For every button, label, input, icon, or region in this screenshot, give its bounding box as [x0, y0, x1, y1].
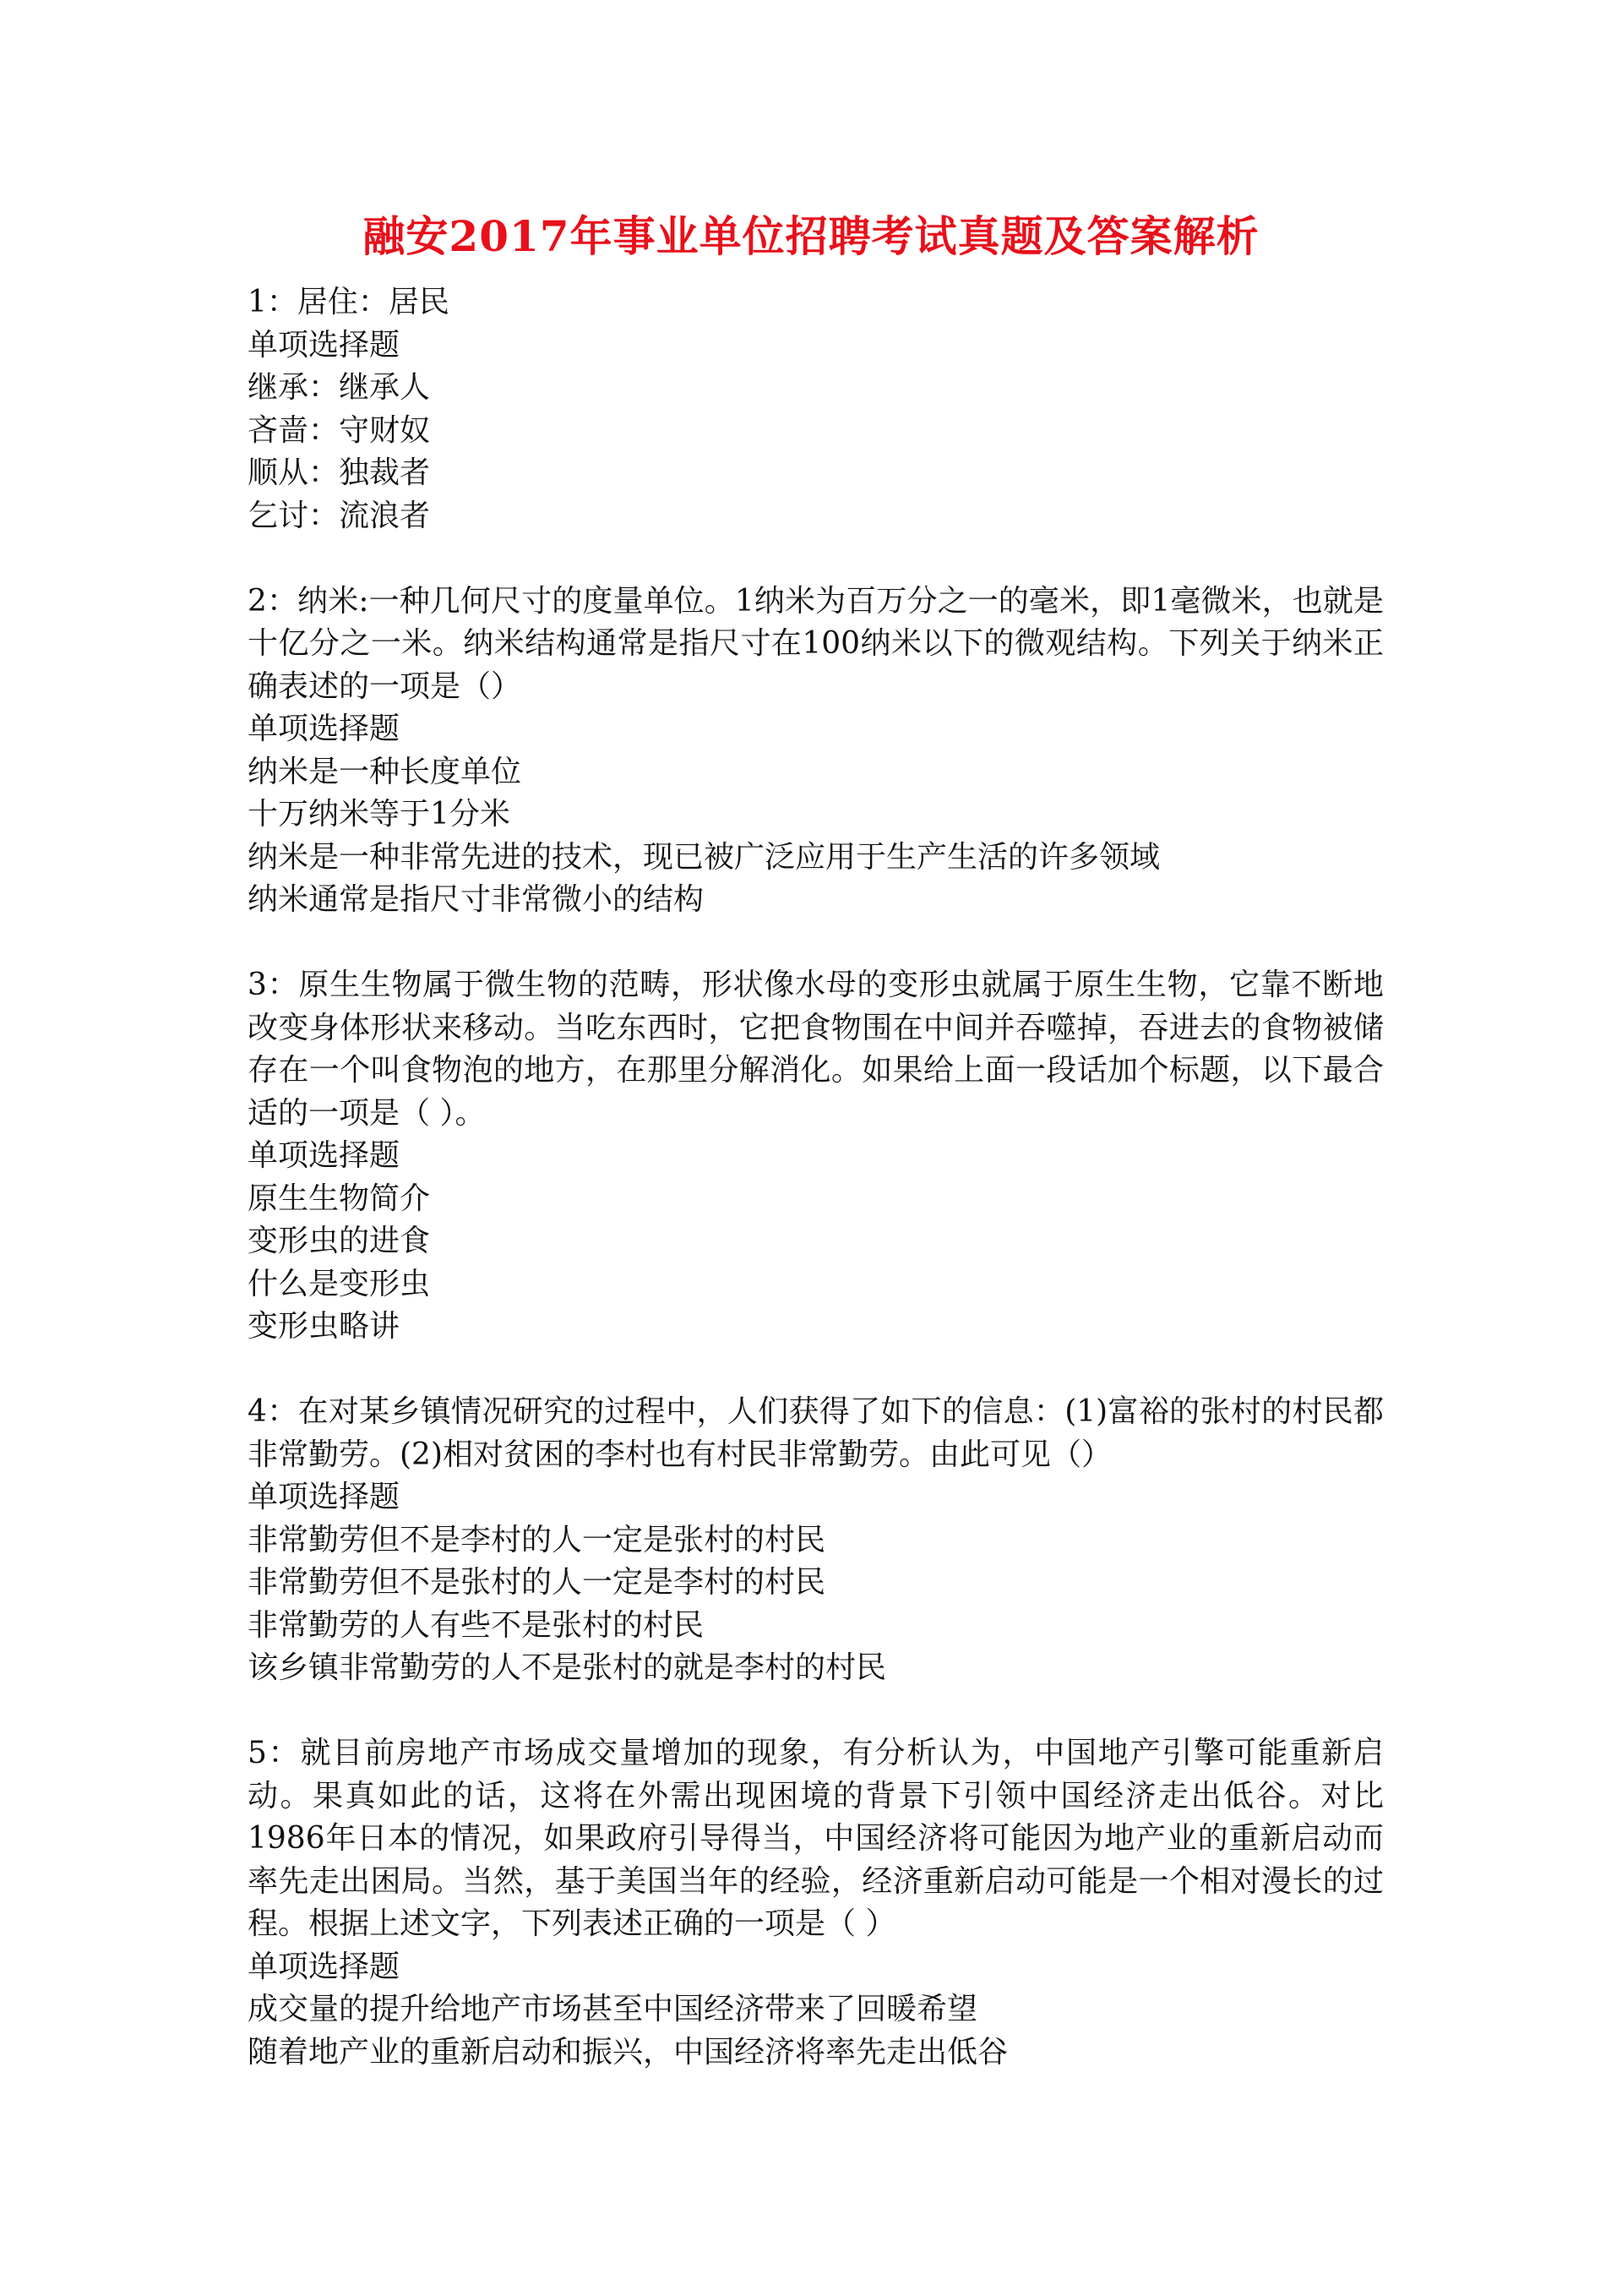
- option-b: 吝啬：守财奴: [248, 412, 431, 448]
- question-stem: 1：居住：居民: [248, 285, 449, 319]
- option-b: 变形虫的进食: [248, 1224, 431, 1258]
- question-type: 单项选择题: [248, 1138, 400, 1173]
- option-c: 顺从：独裁者: [248, 455, 431, 490]
- option-b: 随着地产业的重新启动和振兴，中国经济将率先走出低谷: [248, 2034, 1009, 2070]
- option-a: 纳米是一种长度单位: [248, 754, 522, 789]
- question-stem: 5：就目前房地产市场成交量增加的现象，有分析认为，中国地产引擎可能重新启动。果真如此的话，这将在外需出现困境的背景下引领中国经济走出低谷。对比1986年日本的情况，如果政府引导得当，中国经济将可能因为地产业的重新启动而率先走出困局。当然，基于美国当年的经验，经济重新启动可能是一个相对漫长的过程。根据上述文字，下列表述正确的一项是（ ）: [248, 1736, 1384, 1941]
- question-5: [248, 1732, 1384, 2074]
- question-2: [248, 581, 1384, 922]
- question-stem: 2：纳米:一种几何尺寸的度量单位。1纳米为百万分之一的毫米，即1毫微米，也就是十亿分之一米。纳米结构通常是指尺寸在100纳米以下的微观结构。下列关于纳米正确表述的一项是（）: [248, 583, 1384, 704]
- option-d: 变形虫略讲: [248, 1309, 400, 1344]
- question-4: [248, 1391, 1384, 1690]
- question-1: [248, 281, 1384, 537]
- option-b: 非常勤劳但不是张村的人一定是李村的村民: [248, 1565, 826, 1600]
- document-title: 融安2017年事业单位招聘考试真题及答案解析: [362, 211, 1260, 261]
- option-c: 非常勤劳的人有些不是张村的村民: [248, 1607, 705, 1643]
- option-a: 成交量的提升给地产市场甚至中国经济带来了回暖希望: [248, 1992, 978, 2026]
- question-3: [248, 964, 1384, 1349]
- option-a: 原生生物简介: [248, 1181, 431, 1216]
- question-stem: 3：原生生物属于微生物的范畴，形状像水母的变形虫就属于原生生物，它靠不断地改变身体形状来移动。当吃东西时，它把食物围在中间并吞噬掉，吞进去的食物被储存在一个叫食物泡的地方，在那里分解消化。如果给上面一段话加个标题，以下最合适的一项是（ ）。: [248, 968, 1384, 1131]
- option-c: 纳米是一种非常先进的技术，现已被广泛应用于生产生活的许多领域: [248, 839, 1161, 875]
- question-stem: 4：在对某乡镇情况研究的过程中，人们获得了如下的信息：(1)富裕的张村的村民都非常勤劳。(2)相对贫困的李村也有村民非常勤劳。由此可见（）: [248, 1394, 1384, 1472]
- question-type: 单项选择题: [248, 327, 400, 363]
- option-d: 该乡镇非常勤劳的人不是张村的就是李村的村民: [248, 1650, 887, 1685]
- question-type: 单项选择题: [248, 1949, 400, 1984]
- option-b: 十万纳米等于1分米: [248, 797, 510, 832]
- option-a: 继承：继承人: [248, 370, 431, 405]
- option-a: 非常勤劳但不是李村的人一定是张村的村民: [248, 1522, 826, 1557]
- option-d: 纳米通常是指尺寸非常微小的结构: [248, 882, 705, 917]
- option-c: 什么是变形虫: [248, 1266, 431, 1301]
- question-list: [248, 281, 1384, 2117]
- question-type: 单项选择题: [248, 1480, 400, 1514]
- question-type: 单项选择题: [248, 712, 400, 746]
- option-d: 乞讨：流浪者: [248, 498, 431, 533]
